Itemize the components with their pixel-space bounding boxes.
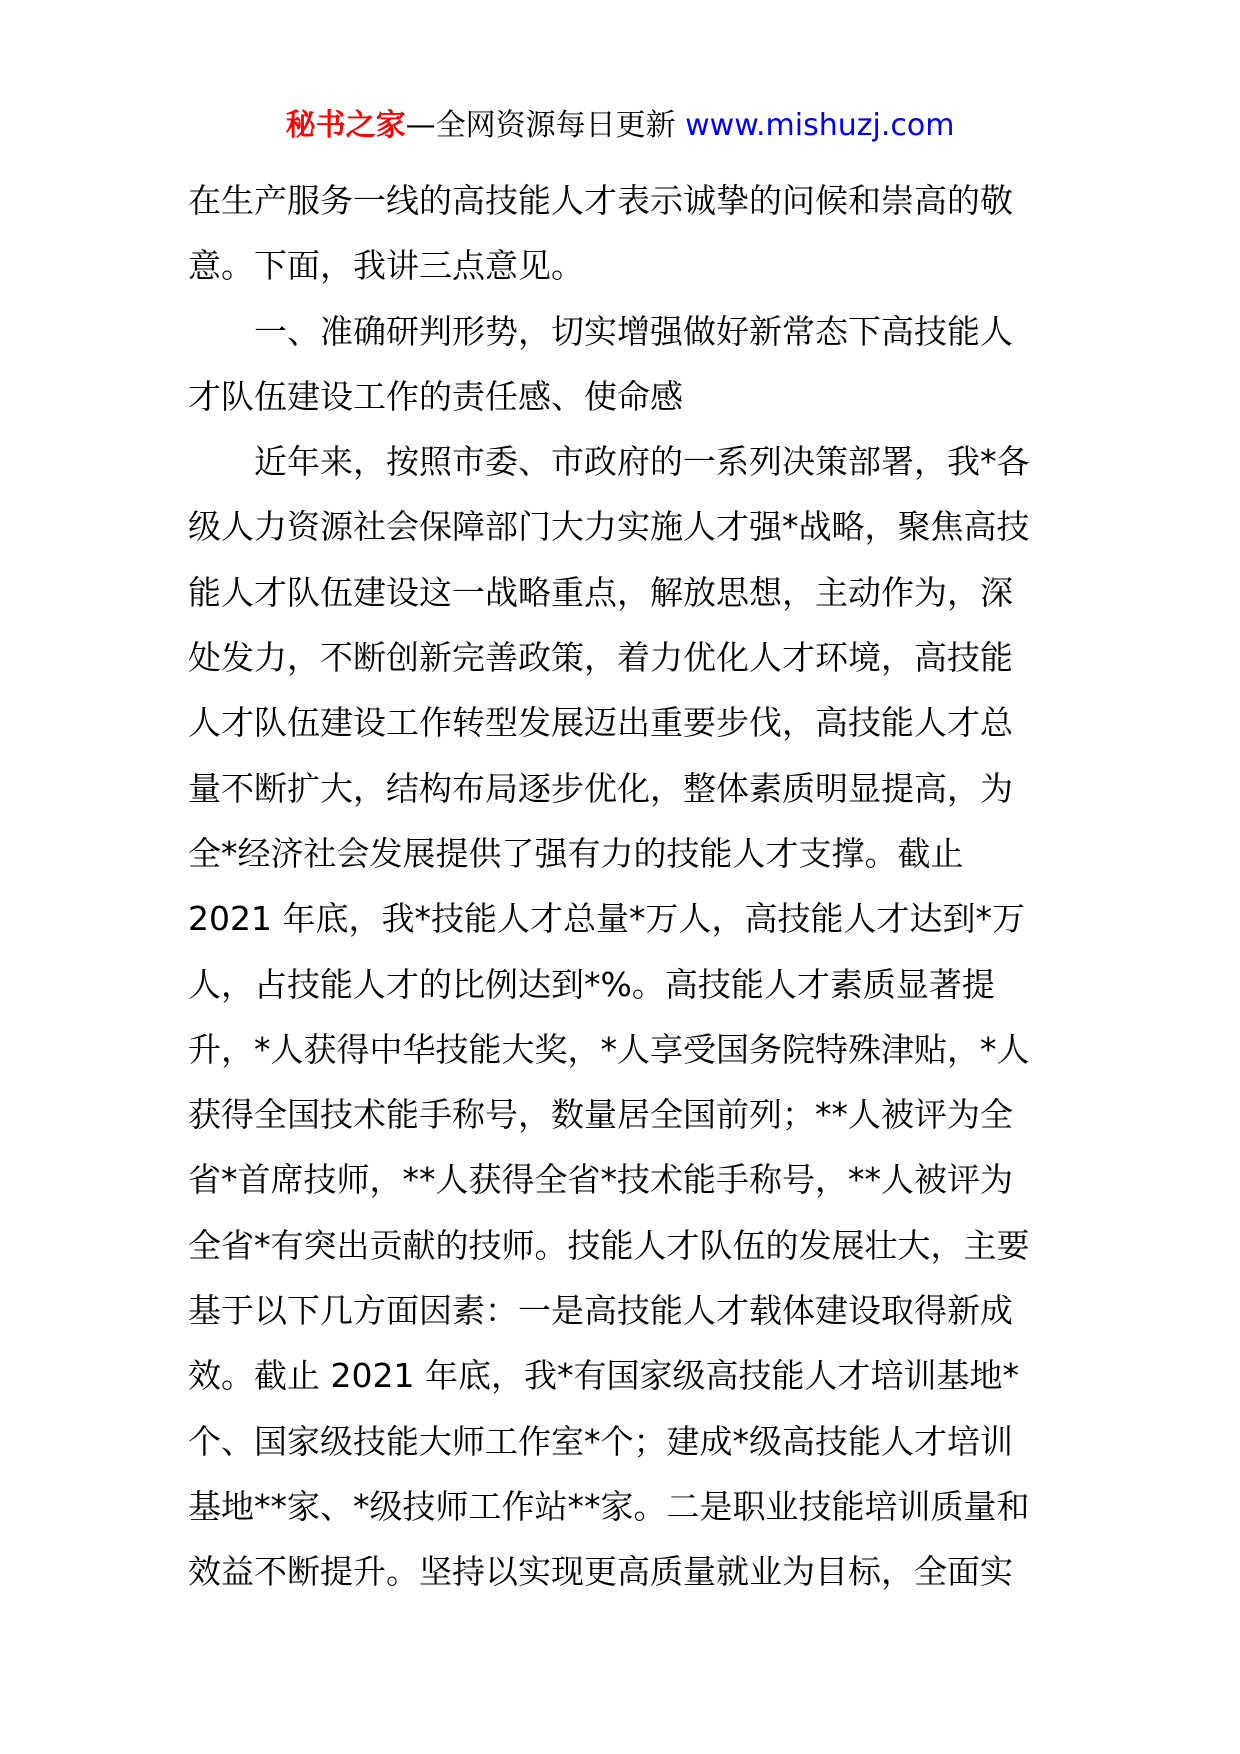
text-line: 省*首席技师，**人获得全省*技术能手称号，**人被评为 (188, 1160, 1013, 1200)
text-line: 全*经济社会发展提供了强有力的技能人才支撑。截止 (188, 833, 964, 873)
text-line: 获得全国技术能手称号，数量居全国前列；**人被评为全 (188, 1095, 1013, 1135)
text-line: 个、国家级技能大师工作室*个；建成*级高技能人才培训 (188, 1421, 1013, 1461)
text-line: 升，*人获得中华技能大奖，*人享受国务院特殊津贴，*人 (188, 1029, 1030, 1069)
section-heading-continued: 才队伍建设工作的责任感、使命感 (188, 376, 683, 416)
text-line: 基于以下几方面因素：一是高技能人才载体建设取得新成 (188, 1291, 1013, 1331)
text-line: 全省*有突出贡献的技师。技能人才队伍的发展壮大，主要 (188, 1225, 1030, 1265)
text-line: 量不断扩大，结构布局逐步优化，整体素质明显提高，为 (188, 768, 1013, 808)
text-line: 效。截止 2021 年底，我*有国家级高技能人才培训基地* (188, 1356, 1019, 1396)
text-line: 近年来，按照市委、市政府的一系列决策部署，我*各 (254, 442, 1030, 482)
text-line: 人，占技能人才的比例达到*%。高技能人才素质显著提 (188, 964, 995, 1004)
brand-name: 秘书之家 (285, 108, 406, 143)
page-header (0, 104, 1240, 148)
text-line: 意。下面，我讲三点意见。 (188, 246, 584, 286)
text-line: 基地**家、*级技师工作站**家。二是职业技能培训质量和 (188, 1486, 1030, 1526)
text-line: 能人才队伍建设这一战略重点，解放思想，主动作为，深 (188, 572, 1013, 612)
text-line: 处发力，不断创新完善政策，着力优化人才环境，高技能 (188, 638, 1013, 678)
text-line: 2021 年底，我*技能人才总量*万人，高技能人才达到*万 (188, 899, 1025, 939)
document-body (188, 168, 1068, 1605)
text-line: 在生产服务一线的高技能人才表示诚挚的问候和崇高的敬 (188, 181, 1013, 220)
header-tagline: —全网资源每日更新 (405, 108, 676, 143)
text-line: 人才队伍建设工作转型发展迈出重要步伐，高技能人才总 (188, 703, 1013, 743)
text-line: 级人力资源社会保障部门大力实施人才强*战略，聚焦高技 (188, 507, 1030, 547)
text-line: 效益不断提升。坚持以实现更高质量就业为目标，全面实 (188, 1552, 1013, 1592)
section-heading: 一、准确研判形势，切实增强做好新常态下高技能人 (254, 311, 1013, 351)
website-link[interactable]: www.mishuzj.com (685, 108, 955, 143)
